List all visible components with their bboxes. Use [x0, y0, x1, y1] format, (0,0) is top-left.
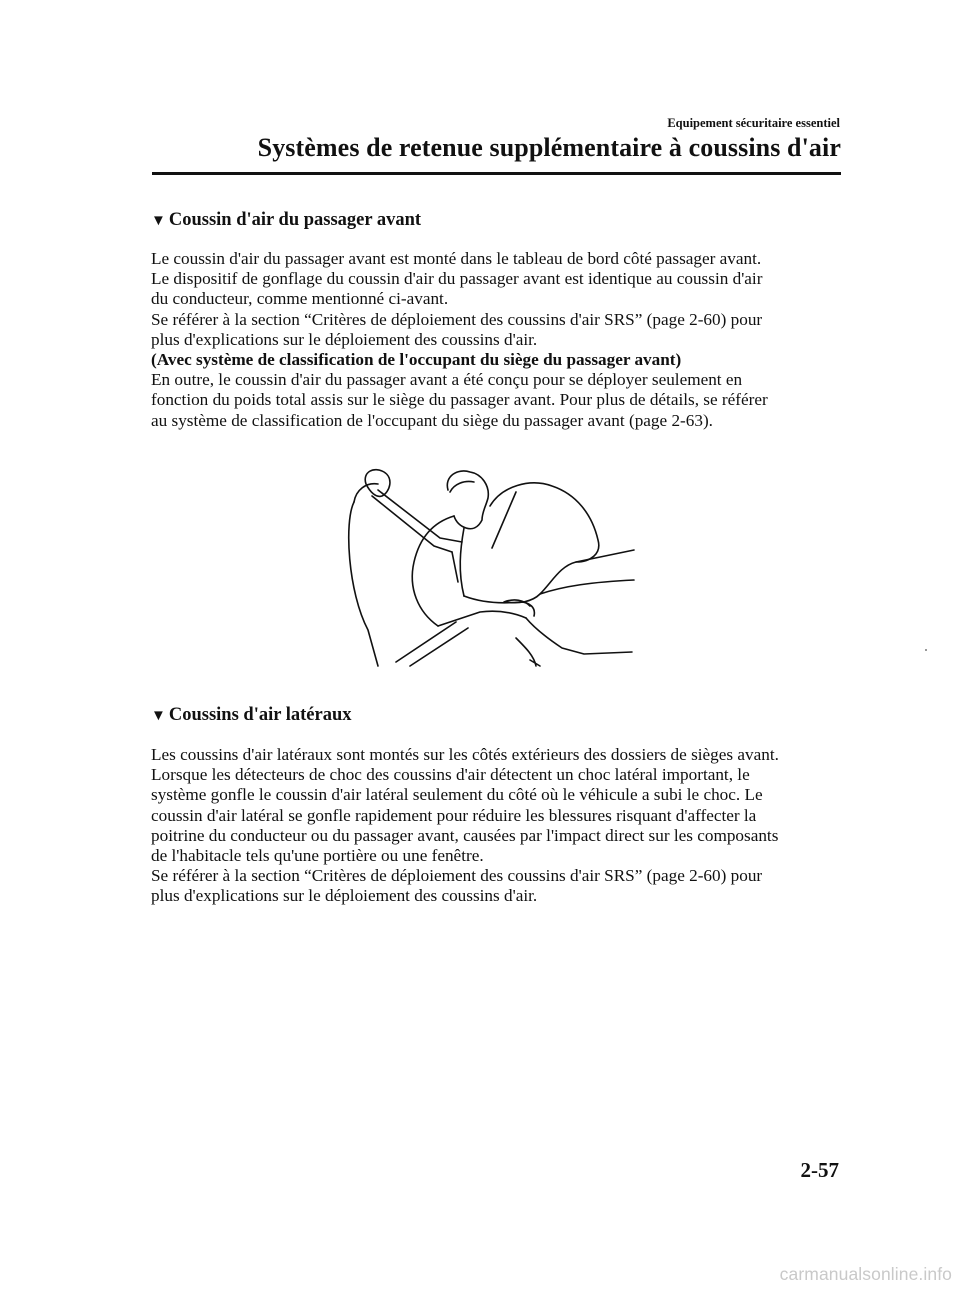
- header-rule: [152, 172, 841, 175]
- body-line: coussin d'air latéral se gonfle rapidement pour réduire les blessures risquant d'affecter la: [151, 805, 757, 825]
- body-line: plus d'explications sur le déploiement des coussins d'air.: [151, 886, 538, 906]
- heading-triangle-icon: ▼: [151, 708, 166, 724]
- header-section-label: Equipement sécuritaire essentiel: [667, 116, 840, 130]
- scan-dot: [925, 649, 927, 651]
- airbag-deployment-illustration: [340, 462, 640, 672]
- section-heading-side-airbags: [151, 705, 352, 726]
- page-number: 2-57: [800, 1158, 839, 1182]
- body-line: Le coussin d'air du passager avant est monté dans le tableau de bord côté passager avant.: [151, 249, 762, 268]
- body-line: plus d'explications sur le déploiement des coussins d'air.: [151, 329, 538, 349]
- heading-triangle-icon: ▼: [151, 213, 166, 229]
- body-line: de l'habitacle tels qu'une portière ou une fenêtre.: [151, 846, 484, 866]
- body-line: système gonfle le coussin d'air latéral seulement du côté où le véhicule a subi le choc. Le: [151, 785, 763, 805]
- body-line: Le dispositif de gonflage du coussin d'air du passager avant est identique au coussin d'air: [151, 269, 763, 289]
- body-line: Se référer à la section “Critères de déploiement des coussins d'air SRS” (page 2-60) pour: [151, 309, 763, 329]
- body-line: fonction du poids total assis sur le siège du passager avant. Pour plus de détails, se référer: [151, 390, 768, 410]
- body-line: En outre, le coussin d'air du passager avant a été conçu pour se déployer seulement en: [151, 370, 743, 390]
- page-title: Systèmes de retenue supplémentaire à coussins d'air: [257, 133, 841, 162]
- body-line: du conducteur, comme mentionné ci-avant.: [151, 289, 449, 309]
- body-line: au système de classification de l'occupant du siège du passager avant (page 2-63).: [151, 410, 713, 430]
- watermark-link[interactable]: carmanualsonline.info: [779, 1264, 952, 1284]
- section-heading-text: Coussin d'air du passager avant: [168, 210, 422, 230]
- body-line: Les coussins d'air latéraux sont montés sur les côtés extérieurs des dossiers de sièges avant.: [151, 745, 779, 764]
- section-heading-text: Coussins d'air latéraux: [168, 705, 352, 725]
- body-subheading: (Avec système de classification de l'occupant du siège du passager avant): [151, 350, 682, 370]
- body-line: poitrine du conducteur ou du passager avant, causées par l'impact direct sur les composants: [151, 825, 779, 845]
- body-line: Se référer à la section “Critères de déploiement des coussins d'air SRS” (page 2-60) pour: [151, 866, 763, 886]
- section-body-front-passenger: [151, 249, 851, 431]
- body-line: Lorsque les détecteurs de choc des coussins d'air détectent un choc latéral important, le: [151, 765, 750, 785]
- section-body-side-airbags: [151, 745, 851, 907]
- section-heading-front-passenger: [151, 210, 421, 231]
